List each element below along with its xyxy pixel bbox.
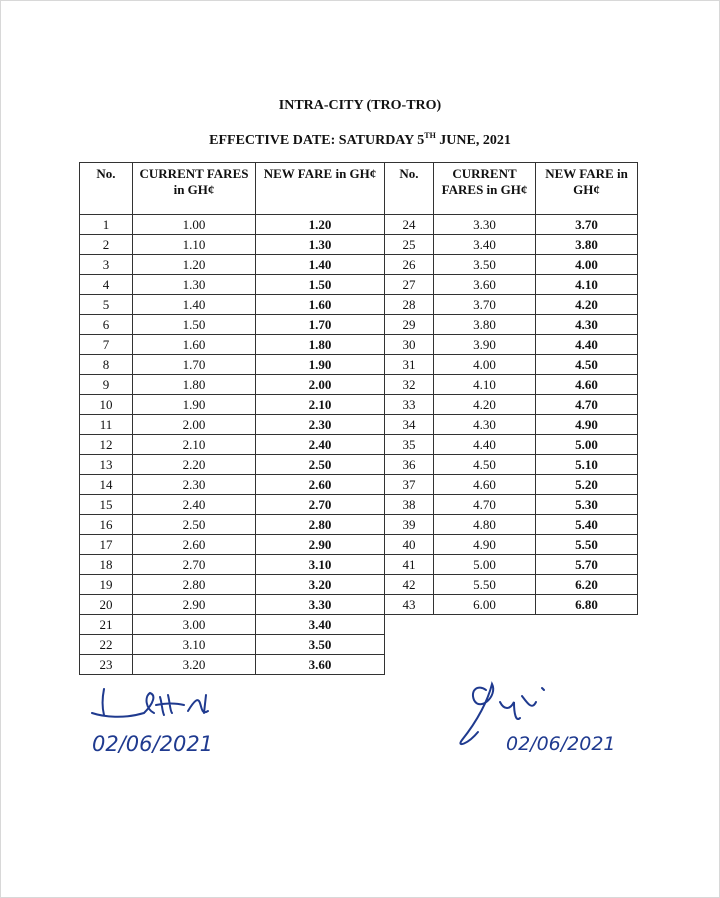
- cell-current-fare: 2.10: [133, 435, 256, 455]
- cell-no: 10: [80, 395, 133, 415]
- table-row: [385, 235, 638, 255]
- cell-new-fare: 1.70: [256, 315, 385, 335]
- table-row: [385, 375, 638, 395]
- table-row: [80, 655, 385, 675]
- cell-new-fare: 1.20: [256, 215, 385, 235]
- cell-no: 38: [385, 495, 434, 515]
- table-row: [385, 535, 638, 555]
- cell-new-fare: 1.40: [256, 255, 385, 275]
- cell-new-fare: 6.20: [536, 575, 638, 595]
- cell-no: 16: [80, 515, 133, 535]
- fare-table-left: [79, 162, 385, 675]
- cell-current-fare: 4.10: [434, 375, 536, 395]
- cell-new-fare: 5.00: [536, 435, 638, 455]
- table-row: [80, 455, 385, 475]
- cell-no: 14: [80, 475, 133, 495]
- table-row: [385, 575, 638, 595]
- cell-new-fare: 4.30: [536, 315, 638, 335]
- cell-current-fare: 3.10: [133, 635, 256, 655]
- cell-new-fare: 2.80: [256, 515, 385, 535]
- cell-new-fare: 1.30: [256, 235, 385, 255]
- cell-current-fare: 3.40: [434, 235, 536, 255]
- cell-no: 32: [385, 375, 434, 395]
- cell-no: 6: [80, 315, 133, 335]
- header-new-fare: NEW FARE in GH¢: [256, 163, 385, 215]
- table-row: [80, 315, 385, 335]
- table-row: [80, 215, 385, 235]
- cell-new-fare: 5.10: [536, 455, 638, 475]
- table-row: [80, 555, 385, 575]
- cell-current-fare: 3.80: [434, 315, 536, 335]
- cell-no: 40: [385, 535, 434, 555]
- cell-current-fare: 1.50: [133, 315, 256, 335]
- cell-new-fare: 4.60: [536, 375, 638, 395]
- table-row: [385, 595, 638, 615]
- header-current-fares: CURRENT FARES in GH¢: [434, 163, 536, 215]
- table-row: [80, 295, 385, 315]
- cell-current-fare: 4.30: [434, 415, 536, 435]
- cell-current-fare: 2.40: [133, 495, 256, 515]
- cell-no: 22: [80, 635, 133, 655]
- cell-new-fare: 2.70: [256, 495, 385, 515]
- cell-no: 4: [80, 275, 133, 295]
- cell-no: 33: [385, 395, 434, 415]
- table-row: [385, 395, 638, 415]
- cell-current-fare: 2.60: [133, 535, 256, 555]
- cell-no: 15: [80, 495, 133, 515]
- table-row: [80, 375, 385, 395]
- cell-current-fare: 2.70: [133, 555, 256, 575]
- cell-no: 37: [385, 475, 434, 495]
- table-row: [385, 435, 638, 455]
- cell-new-fare: 2.00: [256, 375, 385, 395]
- signature-right-date: 02/06/2021: [506, 733, 616, 755]
- cell-new-fare: 2.40: [256, 435, 385, 455]
- table-row: [80, 475, 385, 495]
- cell-new-fare: 5.30: [536, 495, 638, 515]
- cell-current-fare: 3.30: [434, 215, 536, 235]
- cell-current-fare: 4.70: [434, 495, 536, 515]
- cell-no: 35: [385, 435, 434, 455]
- cell-new-fare: 2.10: [256, 395, 385, 415]
- cell-current-fare: 1.40: [133, 295, 256, 315]
- cell-no: 2: [80, 235, 133, 255]
- header-no: No.: [80, 163, 133, 215]
- table-row: [80, 415, 385, 435]
- cell-new-fare: 3.40: [256, 615, 385, 635]
- cell-current-fare: 3.20: [133, 655, 256, 675]
- cell-current-fare: 1.70: [133, 355, 256, 375]
- cell-no: 31: [385, 355, 434, 375]
- header-no: No.: [385, 163, 434, 215]
- cell-new-fare: 6.80: [536, 595, 638, 615]
- table-row: [80, 435, 385, 455]
- cell-current-fare: 1.00: [133, 215, 256, 235]
- cell-current-fare: 4.00: [434, 355, 536, 375]
- cell-current-fare: 1.90: [133, 395, 256, 415]
- table-row: [385, 335, 638, 355]
- cell-no: 1: [80, 215, 133, 235]
- cell-no: 27: [385, 275, 434, 295]
- cell-new-fare: 5.20: [536, 475, 638, 495]
- cell-no: 24: [385, 215, 434, 235]
- table-row: [80, 235, 385, 255]
- cell-no: 7: [80, 335, 133, 355]
- cell-current-fare: 3.50: [434, 255, 536, 275]
- cell-new-fare: 5.40: [536, 515, 638, 535]
- cell-no: 19: [80, 575, 133, 595]
- table-row: [80, 575, 385, 595]
- cell-no: 5: [80, 295, 133, 315]
- cell-no: 41: [385, 555, 434, 575]
- fare-table-right: [384, 162, 638, 615]
- cell-current-fare: 2.50: [133, 515, 256, 535]
- table-row: [80, 495, 385, 515]
- table-row: [385, 355, 638, 375]
- table-row: [385, 255, 638, 275]
- cell-new-fare: 5.50: [536, 535, 638, 555]
- cell-no: 3: [80, 255, 133, 275]
- table-header-row: [385, 163, 638, 215]
- signature-left-strokes: [92, 689, 208, 717]
- cell-current-fare: 2.30: [133, 475, 256, 495]
- cell-new-fare: 3.70: [536, 215, 638, 235]
- cell-new-fare: 3.80: [536, 235, 638, 255]
- cell-new-fare: 4.70: [536, 395, 638, 415]
- cell-no: 29: [385, 315, 434, 335]
- document-title: INTRA-CITY (TRO-TRO): [278, 98, 442, 113]
- cell-new-fare: 1.50: [256, 275, 385, 295]
- cell-new-fare: 1.80: [256, 335, 385, 355]
- cell-new-fare: 2.90: [256, 535, 385, 555]
- signature-right: [448, 670, 628, 760]
- table-row: [385, 315, 638, 335]
- effective-date-suffix-sup: TH: [424, 131, 436, 140]
- cell-no: 9: [80, 375, 133, 395]
- table-row: [80, 595, 385, 615]
- cell-new-fare: 4.00: [536, 255, 638, 275]
- cell-current-fare: 1.30: [133, 275, 256, 295]
- table-row: [80, 255, 385, 275]
- cell-new-fare: 5.70: [536, 555, 638, 575]
- cell-new-fare: 3.20: [256, 575, 385, 595]
- cell-current-fare: 6.00: [434, 595, 536, 615]
- cell-new-fare: 4.10: [536, 275, 638, 295]
- cell-current-fare: 5.50: [434, 575, 536, 595]
- effective-date: [0, 131, 720, 149]
- cell-no: 25: [385, 235, 434, 255]
- effective-date-suffix: JUNE, 2021: [435, 133, 511, 148]
- cell-new-fare: 1.60: [256, 295, 385, 315]
- table-row: [385, 515, 638, 535]
- table-row: [80, 355, 385, 375]
- cell-current-fare: 1.10: [133, 235, 256, 255]
- header-current-fares: CURRENT FARES in GH¢: [133, 163, 256, 215]
- cell-current-fare: 2.00: [133, 415, 256, 435]
- cell-no: 18: [80, 555, 133, 575]
- table-row: [80, 275, 385, 295]
- cell-no: 26: [385, 255, 434, 275]
- cell-new-fare: 4.90: [536, 415, 638, 435]
- cell-current-fare: 3.90: [434, 335, 536, 355]
- cell-current-fare: 4.50: [434, 455, 536, 475]
- table-row: [80, 635, 385, 655]
- cell-current-fare: 4.20: [434, 395, 536, 415]
- cell-new-fare: 3.30: [256, 595, 385, 615]
- cell-new-fare: 2.60: [256, 475, 385, 495]
- cell-current-fare: 2.80: [133, 575, 256, 595]
- cell-no: 30: [385, 335, 434, 355]
- cell-no: 36: [385, 455, 434, 475]
- table-row: [385, 295, 638, 315]
- table-row: [385, 275, 638, 295]
- table-row: [385, 415, 638, 435]
- cell-no: 21: [80, 615, 133, 635]
- cell-no: 39: [385, 515, 434, 535]
- cell-no: 12: [80, 435, 133, 455]
- cell-new-fare: 2.30: [256, 415, 385, 435]
- cell-current-fare: 2.90: [133, 595, 256, 615]
- cell-current-fare: 3.60: [434, 275, 536, 295]
- cell-no: 42: [385, 575, 434, 595]
- cell-no: 8: [80, 355, 133, 375]
- cell-current-fare: 1.60: [133, 335, 256, 355]
- cell-new-fare: 3.60: [256, 655, 385, 675]
- table-row: [385, 475, 638, 495]
- table-row: [385, 455, 638, 475]
- signature-left: [84, 683, 244, 763]
- cell-current-fare: 3.00: [133, 615, 256, 635]
- table-row: [385, 215, 638, 235]
- cell-current-fare: 1.80: [133, 375, 256, 395]
- table-row: [80, 615, 385, 635]
- cell-new-fare: 4.40: [536, 335, 638, 355]
- cell-current-fare: 4.80: [434, 515, 536, 535]
- cell-current-fare: 3.70: [434, 295, 536, 315]
- effective-date-prefix: EFFECTIVE DATE: SATURDAY 5: [209, 133, 425, 148]
- header-new-fare: NEW FARE in GH¢: [536, 163, 638, 215]
- cell-current-fare: 4.40: [434, 435, 536, 455]
- cell-no: 28: [385, 295, 434, 315]
- table-row: [80, 395, 385, 415]
- table-row: [80, 515, 385, 535]
- cell-no: 23: [80, 655, 133, 675]
- table-row: [80, 535, 385, 555]
- cell-new-fare: 3.50: [256, 635, 385, 655]
- cell-no: 20: [80, 595, 133, 615]
- cell-no: 11: [80, 415, 133, 435]
- cell-new-fare: 3.10: [256, 555, 385, 575]
- table-row: [385, 495, 638, 515]
- cell-no: 34: [385, 415, 434, 435]
- cell-current-fare: 5.00: [434, 555, 536, 575]
- cell-new-fare: 1.90: [256, 355, 385, 375]
- cell-current-fare: 2.20: [133, 455, 256, 475]
- cell-new-fare: 4.20: [536, 295, 638, 315]
- cell-no: 43: [385, 595, 434, 615]
- cell-new-fare: 4.50: [536, 355, 638, 375]
- cell-current-fare: 4.90: [434, 535, 536, 555]
- cell-current-fare: 4.60: [434, 475, 536, 495]
- cell-no: 13: [80, 455, 133, 475]
- table-row: [80, 335, 385, 355]
- signature-left-date: 02/06/2021: [92, 732, 214, 756]
- table-header-row: [80, 163, 385, 215]
- cell-new-fare: 2.50: [256, 455, 385, 475]
- cell-current-fare: 1.20: [133, 255, 256, 275]
- table-row: [385, 555, 638, 575]
- cell-no: 17: [80, 535, 133, 555]
